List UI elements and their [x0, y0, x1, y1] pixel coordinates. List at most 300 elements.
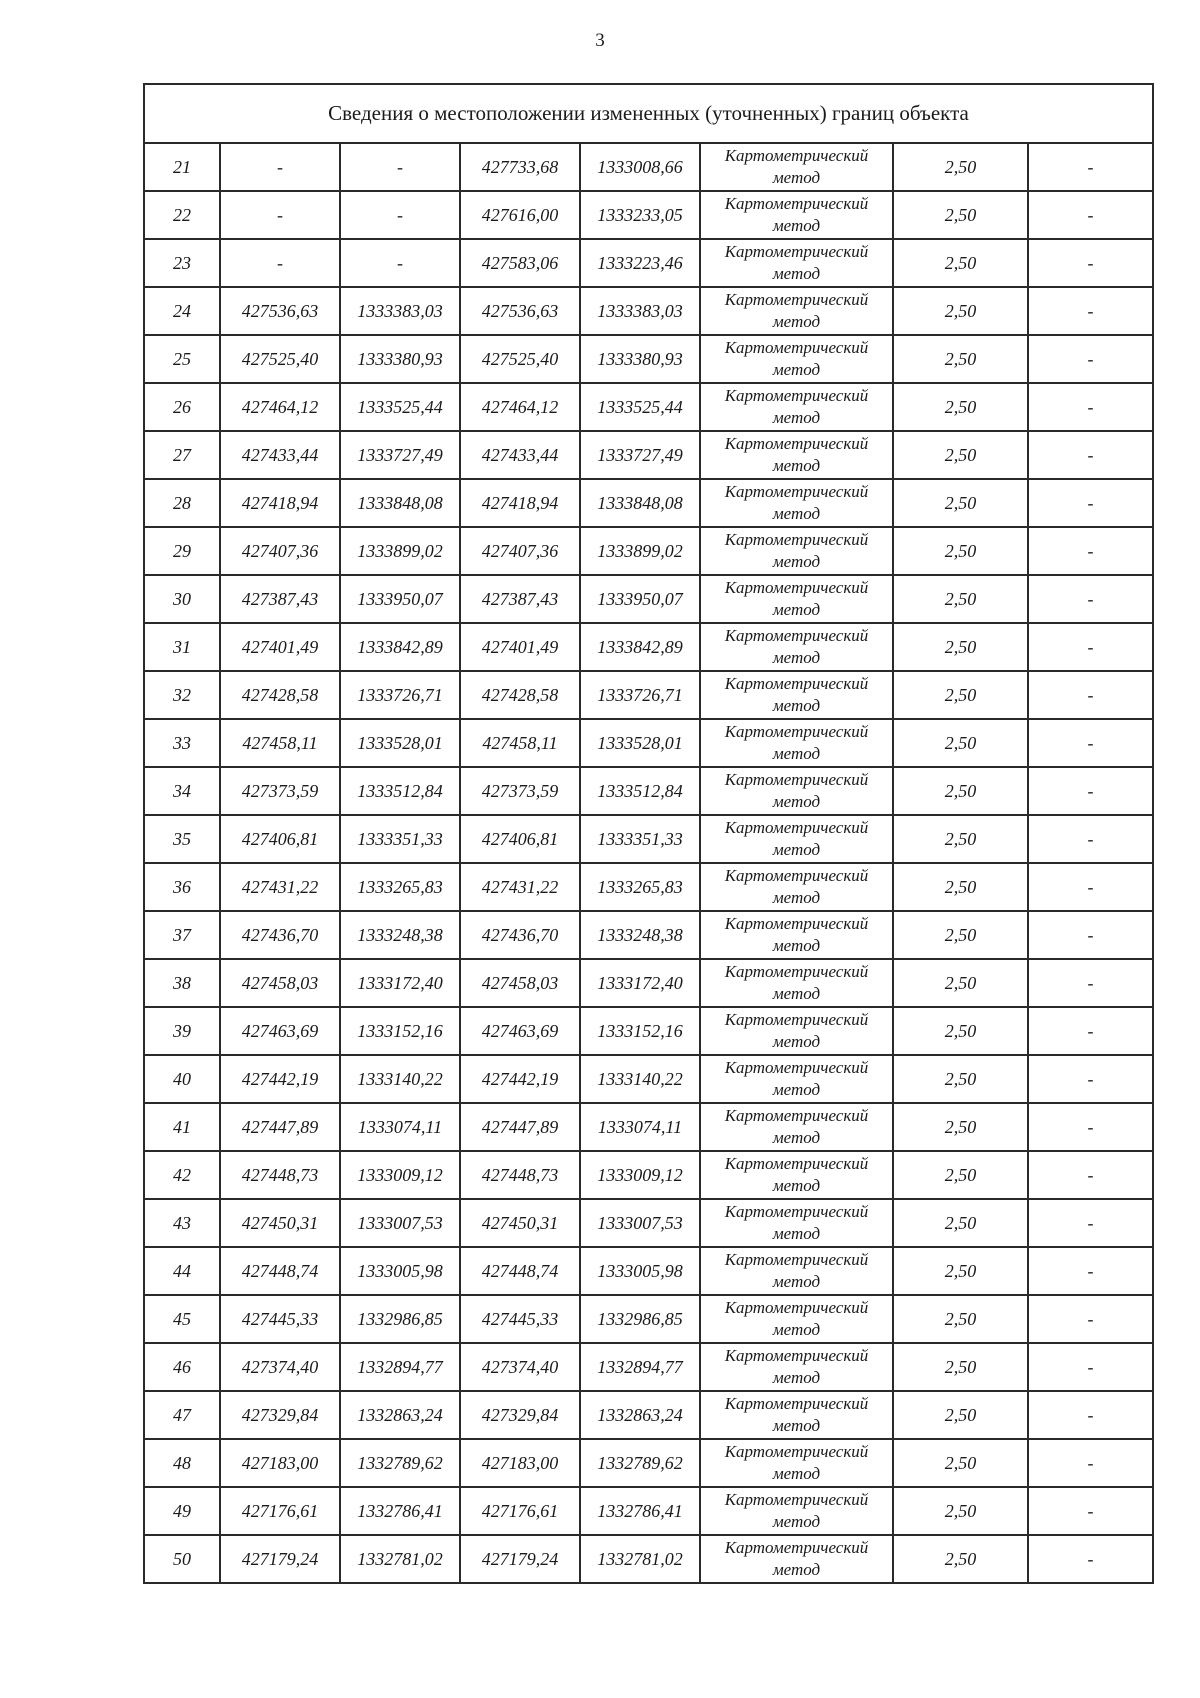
refined-y-cell: 1333248,38: [580, 911, 700, 959]
accuracy-cell: 2,50: [893, 1199, 1028, 1247]
existing-y-cell: 1333172,40: [340, 959, 460, 1007]
existing-x-cell: 427407,36: [220, 527, 340, 575]
existing-y-cell: 1333528,01: [340, 719, 460, 767]
method-cell: [700, 815, 893, 863]
refined-x-cell: 427374,40: [460, 1343, 580, 1391]
point-number-cell: 46: [144, 1343, 220, 1391]
existing-y-cell: 1333007,53: [340, 1199, 460, 1247]
existing-y-cell: 1332986,85: [340, 1295, 460, 1343]
point-number-cell: 47: [144, 1391, 220, 1439]
method-cell: [700, 527, 893, 575]
refined-y-cell: 1333007,53: [580, 1199, 700, 1247]
existing-y-cell: 1333152,16: [340, 1007, 460, 1055]
accuracy-cell: 2,50: [893, 623, 1028, 671]
existing-x-cell: 427525,40: [220, 335, 340, 383]
point-number-cell: 28: [144, 479, 220, 527]
description-cell: -: [1028, 1247, 1153, 1295]
refined-y-cell: 1332986,85: [580, 1295, 700, 1343]
accuracy-cell: 2,50: [893, 671, 1028, 719]
method-line-2: метод: [772, 504, 821, 523]
refined-x-cell: 427329,84: [460, 1391, 580, 1439]
refined-x-cell: 427525,40: [460, 335, 580, 383]
method-line-1: Картометрический: [724, 866, 869, 885]
accuracy-cell: 2,50: [893, 719, 1028, 767]
point-number-cell: 43: [144, 1199, 220, 1247]
existing-x-cell: 427176,61: [220, 1487, 340, 1535]
existing-y-cell: -: [340, 191, 460, 239]
refined-y-cell: 1333351,33: [580, 815, 700, 863]
method-line-1: Картометрический: [724, 1442, 869, 1461]
table-row: [144, 1343, 1153, 1391]
description-cell: -: [1028, 1391, 1153, 1439]
refined-x-cell: 427448,74: [460, 1247, 580, 1295]
page-number: 3: [595, 30, 605, 51]
existing-x-cell: 427450,31: [220, 1199, 340, 1247]
existing-x-cell: 427329,84: [220, 1391, 340, 1439]
description-cell: -: [1028, 1439, 1153, 1487]
method-cell: [700, 1535, 893, 1583]
method-cell: [700, 1055, 893, 1103]
method-cell: [700, 767, 893, 815]
description-cell: -: [1028, 1007, 1153, 1055]
existing-x-cell: 427436,70: [220, 911, 340, 959]
method-cell: [700, 863, 893, 911]
method-line-2: метод: [772, 216, 821, 235]
accuracy-cell: 2,50: [893, 239, 1028, 287]
method-line-1: Картометрический: [724, 626, 869, 645]
accuracy-cell: 2,50: [893, 1343, 1028, 1391]
refined-y-cell: 1332781,02: [580, 1535, 700, 1583]
point-number-cell: 42: [144, 1151, 220, 1199]
refined-y-cell: 1333525,44: [580, 383, 700, 431]
existing-x-cell: -: [220, 143, 340, 191]
accuracy-cell: 2,50: [893, 287, 1028, 335]
refined-x-cell: 427442,19: [460, 1055, 580, 1103]
table-title: Сведения о местоположении измененных (уточненных) границ объекта: [144, 84, 1153, 143]
method-cell: [700, 143, 893, 191]
refined-x-cell: 427176,61: [460, 1487, 580, 1535]
existing-y-cell: 1333005,98: [340, 1247, 460, 1295]
point-number-cell: 38: [144, 959, 220, 1007]
method-line-2: метод: [772, 792, 821, 811]
method-cell: [700, 671, 893, 719]
description-cell: -: [1028, 431, 1153, 479]
existing-y-cell: 1333899,02: [340, 527, 460, 575]
point-number-cell: 50: [144, 1535, 220, 1583]
existing-y-cell: 1333074,11: [340, 1103, 460, 1151]
accuracy-cell: 2,50: [893, 1103, 1028, 1151]
existing-y-cell: 1333950,07: [340, 575, 460, 623]
refined-y-cell: 1333726,71: [580, 671, 700, 719]
method-line-1: Картометрический: [724, 1490, 869, 1509]
refined-x-cell: 427179,24: [460, 1535, 580, 1583]
method-cell: [700, 1391, 893, 1439]
existing-x-cell: 427406,81: [220, 815, 340, 863]
method-cell: [700, 431, 893, 479]
method-line-1: Картометрический: [724, 1346, 869, 1365]
accuracy-cell: 2,50: [893, 1295, 1028, 1343]
method-line-2: метод: [772, 936, 821, 955]
table-row: [144, 959, 1153, 1007]
point-number-cell: 40: [144, 1055, 220, 1103]
accuracy-cell: 2,50: [893, 575, 1028, 623]
refined-y-cell: 1333008,66: [580, 143, 700, 191]
existing-x-cell: 427447,89: [220, 1103, 340, 1151]
method-line-2: метод: [772, 1032, 821, 1051]
method-line-1: Картометрический: [724, 818, 869, 837]
accuracy-cell: 2,50: [893, 191, 1028, 239]
refined-x-cell: 427183,00: [460, 1439, 580, 1487]
description-cell: -: [1028, 767, 1153, 815]
method-line-1: Картометрический: [724, 1394, 869, 1413]
point-number-cell: 29: [144, 527, 220, 575]
table-row: [144, 1103, 1153, 1151]
refined-y-cell: 1333528,01: [580, 719, 700, 767]
accuracy-cell: 2,50: [893, 1007, 1028, 1055]
refined-y-cell: 1333950,07: [580, 575, 700, 623]
description-cell: -: [1028, 575, 1153, 623]
table-row: [144, 335, 1153, 383]
refined-x-cell: 427436,70: [460, 911, 580, 959]
method-line-2: метод: [772, 264, 821, 283]
accuracy-cell: 2,50: [893, 1391, 1028, 1439]
method-line-2: метод: [772, 408, 821, 427]
description-cell: -: [1028, 479, 1153, 527]
refined-y-cell: 1332786,41: [580, 1487, 700, 1535]
point-number-cell: 34: [144, 767, 220, 815]
existing-x-cell: 427401,49: [220, 623, 340, 671]
method-line-2: метод: [772, 1272, 821, 1291]
refined-x-cell: 427428,58: [460, 671, 580, 719]
existing-y-cell: 1332863,24: [340, 1391, 460, 1439]
method-line-2: метод: [772, 1128, 821, 1147]
method-line-2: метод: [772, 1176, 821, 1195]
point-number-cell: 27: [144, 431, 220, 479]
table-row: [144, 431, 1153, 479]
accuracy-cell: 2,50: [893, 1535, 1028, 1583]
refined-x-cell: 427733,68: [460, 143, 580, 191]
existing-x-cell: 427458,11: [220, 719, 340, 767]
point-number-cell: 31: [144, 623, 220, 671]
existing-y-cell: 1333848,08: [340, 479, 460, 527]
method-line-2: метод: [772, 168, 821, 187]
existing-x-cell: 427428,58: [220, 671, 340, 719]
table-row: [144, 1199, 1153, 1247]
description-cell: -: [1028, 143, 1153, 191]
method-line-1: Картометрический: [724, 914, 869, 933]
existing-x-cell: 427431,22: [220, 863, 340, 911]
method-line-2: метод: [772, 744, 821, 763]
method-cell: [700, 1007, 893, 1055]
existing-y-cell: 1332894,77: [340, 1343, 460, 1391]
point-number-cell: 23: [144, 239, 220, 287]
accuracy-cell: 2,50: [893, 431, 1028, 479]
table-row: [144, 719, 1153, 767]
method-line-1: Картометрический: [724, 1154, 869, 1173]
method-line-2: метод: [772, 1320, 821, 1339]
refined-x-cell: 427450,31: [460, 1199, 580, 1247]
existing-y-cell: 1333727,49: [340, 431, 460, 479]
refined-x-cell: 427448,73: [460, 1151, 580, 1199]
description-cell: -: [1028, 959, 1153, 1007]
accuracy-cell: 2,50: [893, 767, 1028, 815]
refined-x-cell: 427406,81: [460, 815, 580, 863]
existing-y-cell: 1333248,38: [340, 911, 460, 959]
existing-y-cell: 1333383,03: [340, 287, 460, 335]
refined-y-cell: 1332789,62: [580, 1439, 700, 1487]
refined-y-cell: 1333172,40: [580, 959, 700, 1007]
point-number-cell: 25: [144, 335, 220, 383]
existing-x-cell: 427418,94: [220, 479, 340, 527]
method-line-2: метод: [772, 840, 821, 859]
method-cell: [700, 1151, 893, 1199]
method-cell: [700, 1247, 893, 1295]
method-line-1: Картометрический: [724, 578, 869, 597]
method-line-1: Картометрический: [724, 530, 869, 549]
method-line-2: метод: [772, 984, 821, 1003]
refined-x-cell: 427373,59: [460, 767, 580, 815]
existing-y-cell: -: [340, 143, 460, 191]
method-line-1: Картометрический: [724, 242, 869, 261]
table-row: [144, 575, 1153, 623]
existing-x-cell: 427442,19: [220, 1055, 340, 1103]
refined-x-cell: 427463,69: [460, 1007, 580, 1055]
accuracy-cell: 2,50: [893, 863, 1028, 911]
method-cell: [700, 959, 893, 1007]
point-number-cell: 22: [144, 191, 220, 239]
description-cell: -: [1028, 719, 1153, 767]
accuracy-cell: 2,50: [893, 143, 1028, 191]
refined-x-cell: 427445,33: [460, 1295, 580, 1343]
point-number-cell: 26: [144, 383, 220, 431]
existing-x-cell: 427463,69: [220, 1007, 340, 1055]
refined-y-cell: 1333152,16: [580, 1007, 700, 1055]
method-line-2: метод: [772, 456, 821, 475]
table-row: [144, 623, 1153, 671]
refined-x-cell: 427458,11: [460, 719, 580, 767]
refined-x-cell: 427447,89: [460, 1103, 580, 1151]
existing-y-cell: 1332789,62: [340, 1439, 460, 1487]
table-row: [144, 1439, 1153, 1487]
existing-y-cell: 1333351,33: [340, 815, 460, 863]
refined-x-cell: 427458,03: [460, 959, 580, 1007]
description-cell: -: [1028, 623, 1153, 671]
existing-x-cell: 427374,40: [220, 1343, 340, 1391]
point-number-cell: 33: [144, 719, 220, 767]
method-line-2: метод: [772, 696, 821, 715]
method-cell: [700, 719, 893, 767]
method-line-2: метод: [772, 552, 821, 571]
existing-y-cell: 1333512,84: [340, 767, 460, 815]
description-cell: -: [1028, 191, 1153, 239]
accuracy-cell: 2,50: [893, 1055, 1028, 1103]
existing-x-cell: 427183,00: [220, 1439, 340, 1487]
method-cell: [700, 191, 893, 239]
method-line-1: Картометрический: [724, 722, 869, 741]
existing-x-cell: 427373,59: [220, 767, 340, 815]
method-line-2: метод: [772, 1224, 821, 1243]
existing-y-cell: 1333525,44: [340, 383, 460, 431]
refined-x-cell: 427387,43: [460, 575, 580, 623]
method-line-1: Картометрический: [724, 1202, 869, 1221]
description-cell: -: [1028, 1151, 1153, 1199]
refined-y-cell: 1333005,98: [580, 1247, 700, 1295]
existing-y-cell: -: [340, 239, 460, 287]
method-line-1: Картометрический: [724, 194, 869, 213]
method-cell: [700, 1439, 893, 1487]
refined-y-cell: 1332863,24: [580, 1391, 700, 1439]
description-cell: -: [1028, 815, 1153, 863]
method-line-2: метод: [772, 648, 821, 667]
table-row: [144, 911, 1153, 959]
existing-x-cell: 427179,24: [220, 1535, 340, 1583]
method-line-2: метод: [772, 1080, 821, 1099]
existing-x-cell: -: [220, 191, 340, 239]
table-row: [144, 815, 1153, 863]
method-cell: [700, 575, 893, 623]
refined-y-cell: 1333009,12: [580, 1151, 700, 1199]
table-row: [144, 383, 1153, 431]
description-cell: -: [1028, 671, 1153, 719]
existing-y-cell: 1332786,41: [340, 1487, 460, 1535]
refined-y-cell: 1333727,49: [580, 431, 700, 479]
method-line-1: Картометрический: [724, 434, 869, 453]
description-cell: -: [1028, 1343, 1153, 1391]
accuracy-cell: 2,50: [893, 335, 1028, 383]
point-number-cell: 48: [144, 1439, 220, 1487]
method-cell: [700, 287, 893, 335]
accuracy-cell: 2,50: [893, 815, 1028, 863]
table-row: [144, 1487, 1153, 1535]
refined-x-cell: 427401,49: [460, 623, 580, 671]
accuracy-cell: 2,50: [893, 383, 1028, 431]
point-number-cell: 39: [144, 1007, 220, 1055]
method-line-1: Картометрический: [724, 1058, 869, 1077]
method-cell: [700, 1343, 893, 1391]
table-row: [144, 1535, 1153, 1583]
description-cell: -: [1028, 1103, 1153, 1151]
existing-x-cell: 427536,63: [220, 287, 340, 335]
existing-y-cell: 1333009,12: [340, 1151, 460, 1199]
refined-y-cell: 1333383,03: [580, 287, 700, 335]
point-number-cell: 30: [144, 575, 220, 623]
method-line-1: Картометрический: [724, 338, 869, 357]
existing-x-cell: 427448,73: [220, 1151, 340, 1199]
table-row: [144, 1391, 1153, 1439]
existing-y-cell: 1333726,71: [340, 671, 460, 719]
point-number-cell: 41: [144, 1103, 220, 1151]
point-number-cell: 45: [144, 1295, 220, 1343]
refined-x-cell: 427418,94: [460, 479, 580, 527]
method-line-1: Картометрический: [724, 674, 869, 693]
refined-x-cell: 427431,22: [460, 863, 580, 911]
existing-x-cell: 427445,33: [220, 1295, 340, 1343]
accuracy-cell: 2,50: [893, 1487, 1028, 1535]
description-cell: -: [1028, 335, 1153, 383]
existing-y-cell: 1333265,83: [340, 863, 460, 911]
existing-x-cell: 427458,03: [220, 959, 340, 1007]
refined-y-cell: 1333265,83: [580, 863, 700, 911]
table-row: [144, 143, 1153, 191]
table-row: [144, 1247, 1153, 1295]
refined-y-cell: 1333223,46: [580, 239, 700, 287]
refined-x-cell: 427464,12: [460, 383, 580, 431]
table-row: [144, 239, 1153, 287]
method-line-2: метод: [772, 600, 821, 619]
accuracy-cell: 2,50: [893, 911, 1028, 959]
method-line-1: Картометрический: [724, 386, 869, 405]
existing-y-cell: 1332781,02: [340, 1535, 460, 1583]
refined-x-cell: 427536,63: [460, 287, 580, 335]
method-line-1: Картометрический: [724, 1010, 869, 1029]
method-line-2: метод: [772, 1560, 821, 1579]
existing-y-cell: 1333842,89: [340, 623, 460, 671]
description-cell: -: [1028, 863, 1153, 911]
method-line-1: Картометрический: [724, 962, 869, 981]
refined-y-cell: 1333074,11: [580, 1103, 700, 1151]
method-cell: [700, 1295, 893, 1343]
description-cell: -: [1028, 527, 1153, 575]
existing-y-cell: 1333140,22: [340, 1055, 460, 1103]
description-cell: -: [1028, 1055, 1153, 1103]
refined-y-cell: 1333899,02: [580, 527, 700, 575]
refined-y-cell: 1333842,89: [580, 623, 700, 671]
accuracy-cell: 2,50: [893, 959, 1028, 1007]
boundary-coordinates-table: [143, 83, 1154, 1584]
table-row: [144, 767, 1153, 815]
point-number-cell: 32: [144, 671, 220, 719]
method-line-1: Картометрический: [724, 482, 869, 501]
description-cell: -: [1028, 1199, 1153, 1247]
accuracy-cell: 2,50: [893, 479, 1028, 527]
refined-y-cell: 1333848,08: [580, 479, 700, 527]
description-cell: -: [1028, 383, 1153, 431]
table-row: [144, 1055, 1153, 1103]
method-line-2: метод: [772, 888, 821, 907]
description-cell: -: [1028, 1535, 1153, 1583]
existing-x-cell: 427448,74: [220, 1247, 340, 1295]
table-row: [144, 863, 1153, 911]
method-cell: [700, 383, 893, 431]
description-cell: -: [1028, 239, 1153, 287]
method-cell: [700, 623, 893, 671]
table-row: [144, 287, 1153, 335]
refined-y-cell: 1333512,84: [580, 767, 700, 815]
method-line-2: метод: [772, 360, 821, 379]
description-cell: -: [1028, 911, 1153, 959]
method-line-2: метод: [772, 312, 821, 331]
method-line-1: Картометрический: [724, 1106, 869, 1125]
table-row: [144, 671, 1153, 719]
method-line-1: Картометрический: [724, 770, 869, 789]
method-cell: [700, 335, 893, 383]
method-cell: [700, 911, 893, 959]
description-cell: -: [1028, 287, 1153, 335]
refined-x-cell: 427407,36: [460, 527, 580, 575]
method-line-2: метод: [772, 1464, 821, 1483]
method-line-2: метод: [772, 1416, 821, 1435]
accuracy-cell: 2,50: [893, 1247, 1028, 1295]
refined-x-cell: 427433,44: [460, 431, 580, 479]
table-row: [144, 527, 1153, 575]
method-line-1: Картометрический: [724, 1298, 869, 1317]
description-cell: -: [1028, 1295, 1153, 1343]
method-line-2: метод: [772, 1512, 821, 1531]
point-number-cell: 44: [144, 1247, 220, 1295]
table-row: [144, 1295, 1153, 1343]
method-line-1: Картометрический: [724, 290, 869, 309]
existing-y-cell: 1333380,93: [340, 335, 460, 383]
